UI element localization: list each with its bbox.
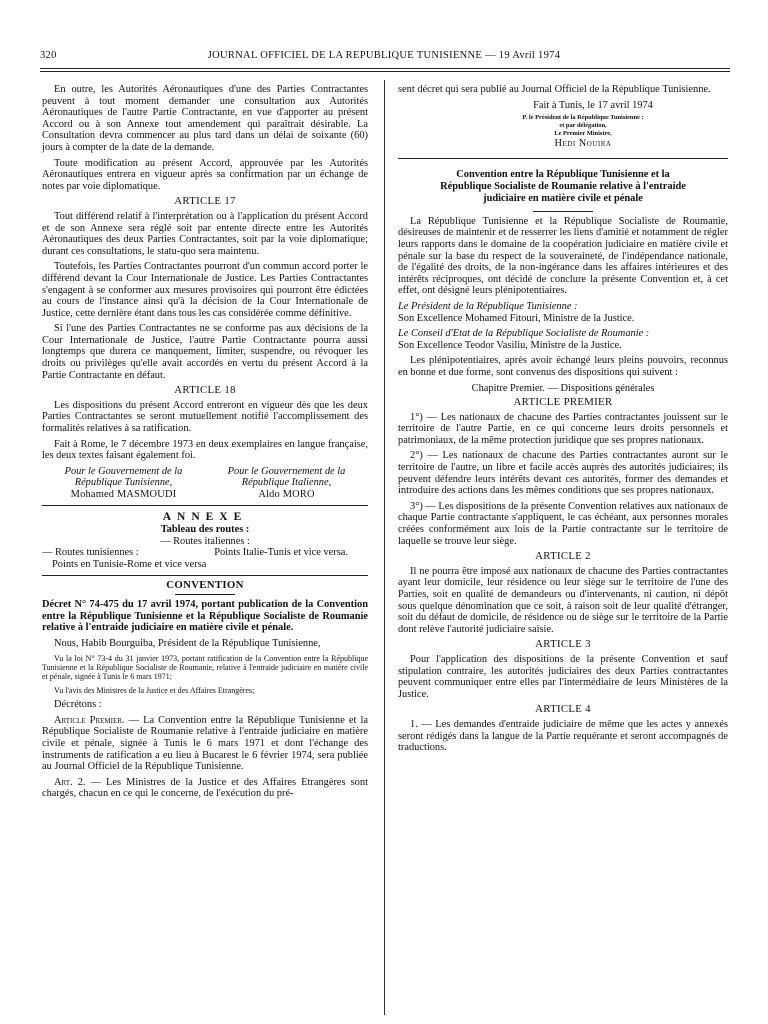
signatory-left-name: Mohamed MASMOUDI	[70, 489, 177, 500]
article-paragraph	[42, 777, 368, 800]
section-divider	[42, 575, 368, 576]
annexe-heading: ANNEXE	[162, 510, 248, 523]
article-paragraph	[42, 715, 368, 773]
signatory-right-name: Aldo MORO	[258, 489, 315, 500]
paragraph: Les plénipotentiaires, après avoir échangé leurs pleins pouvoirs, reconnus en bonne et due forme, sont convenus des dispositions qui suivent :	[398, 355, 728, 378]
article-heading: ARTICLE 17	[174, 195, 236, 208]
signature-right-line2: République Italienne,	[241, 477, 332, 489]
paragraph: En outre, les Autorités Aéronautiques d'une des Parties Contractantes peuvent à tout moment demander une consultation aux Autorités Aéronautiques de l'autre Partie Contractante, en vue d'apporter au présent Accord ou à son Annexe tout amendement qui paraîtrait désirable. La Consultation devra commencer au plus tard dans un délai de soixante (60) jours à compter de la date de la demande.	[42, 84, 368, 153]
paragraph: Nous, Habib Bourguiba, Président de la République Tunisienne,	[54, 637, 321, 649]
party-label: Le Président de la République Tunisienne :	[398, 300, 578, 312]
route-italy-tunis: Points Italie-Tunis et vice versa.	[214, 547, 348, 559]
paragraph: Toutefois, les Parties Contractantes pourront d'un commun accord porter le différend devant la Cour Internationale de Justice. Les Parties Contractantes s'engagent à se conformer aux mesures provisoires qui pourront être édictées au cours de l'instance ainsi qu'à la décision de la Cour Internationale de Justice, cette dernière étant dans tous les cas considérée comme définitive.	[42, 261, 368, 319]
visa-paragraph: Vu l'avis des Ministres de la Justice et des Affaires Etrangères;	[54, 685, 255, 695]
short-divider	[175, 594, 235, 595]
routes-table-title: Tableau des routes :	[160, 524, 250, 536]
routes-tunisian-label: — Routes tunisiennes :	[42, 547, 139, 559]
party-representative: Son Excellence Teodor Vasiliu, Ministre de la Justice.	[398, 339, 622, 351]
article-heading: ARTICLE 4	[535, 703, 591, 716]
signatory-name: Hedi Nouira	[554, 138, 612, 150]
paragraph: 1. — Les demandes d'entraide judiciaire de même que les actes y annexés seront rédigés dans la langue de la Partie requérante et seront accompagnés de traductions.	[398, 718, 728, 754]
section-divider	[398, 158, 728, 159]
party-label: Le Conseil d'Etat de la République Socialiste de Roumanie :	[398, 328, 650, 340]
left-column	[42, 84, 368, 804]
signature-line: et par délégation,	[559, 122, 607, 130]
short-divider	[533, 211, 593, 212]
paragraph: 3°) — Les dispositions de la présente Convention relatives aux nationaux de chaque Partie contractante s'appliquent, le cas échéant, aux personnes morales créées conformément aux lois de la Partie contractante sur le territoire de laquelle se trouve leur siège.	[398, 500, 728, 547]
paragraph: Toute modification au présent Accord, approuvée par les Autorités Aéronautiques entrera en vigueur après sa confirmation par un échange de notes par voie diplomatique.	[42, 157, 368, 192]
signature-block-names	[42, 489, 368, 501]
paragraph: 2°) — Les nationaux de chacune des Parties contractantes auront sur le territoire de l'autre, un libre et facile accès auprès des autorités judiciaires; ils peuvent défendre leurs intérêts devant ces autorités, former des demandes et introduire des actions dans les mêmes conditions que ses propres nationaux.	[398, 450, 728, 497]
signature-left-line2: République Tunisienne,	[74, 477, 173, 489]
visa-paragraph: Vu la loi N° 73-4 du 31 janvier 1973, portant ratification de la Convention entre la République Tunisienne et la République Socialiste de Roumanie, relative à l'entraide judiciaire en matière civile et pénale, signée à Tunis le 6 mars 1971;	[42, 653, 368, 682]
paragraph: Pour l'application des dispositions de la présente Convention et sauf stipulation contraire, les autorités judiciaires des deux Parties contractantes peuvent communiquer entre elles par l'intermédiaire de leurs Ministères de la Justice.	[398, 653, 728, 700]
article-heading: ARTICLE 2	[535, 550, 591, 563]
header-rule-top	[40, 68, 730, 69]
signature-block-titles	[42, 466, 368, 478]
paragraph: Si l'une des Parties Contractantes ne se conforme pas aux décisions de la Cour Internationale de Justice, l'autre Partie Contractante pourra aussi longtemps que durera ce manquement, limiter, suspendre, ou révoquer les droits ou privilèges qu'elle avait accordés en vertu du présent Accord à la Partie Contractante en défaut.	[42, 323, 368, 381]
routes-italian-label: — Routes italiennes :	[160, 535, 250, 547]
convention-heading: CONVENTION	[166, 578, 244, 591]
right-column	[398, 84, 728, 758]
paragraph: Les dispositions du présent Accord entreront en vigueur dès que les deux Parties Contractantes se seront mutuellement notifié l'accomplissement des formalités relatives à sa ratification.	[42, 399, 368, 435]
page-header	[40, 50, 728, 64]
signature-block-countries	[42, 477, 368, 489]
paragraph: Il ne pourra être imposé aux nationaux de chacune des Parties contractantes ayant leur domicile, leur résidence ou leur siège sur le territoire de l'une des Parties, soit en qualité de demandeurs ou d'intervenants, ni caution, ni dépôt sous quelque dénomination que ce soit, à raison soit de leur qualité d'étranger, soit du défaut de domicile, de résidence ou de siège sur le territoire de la Partie dont relève l'autorité judiciaire saisie.	[398, 565, 728, 635]
signature-left-line1: Pour le Gouvernement de la	[64, 465, 183, 477]
article-heading: ARTICLE 3	[535, 638, 591, 651]
chapter-heading: Chapitre Premier. — Dispositions générales	[471, 382, 655, 394]
paragraph: Tout différend relatif à l'interprétation ou à l'application du présent Accord et de son Annexe sera réglé soit par entente directe entre les Autorités Aéronautiques des deux Parties Contractantes, soit par la voie diplomatique; durant ces consultations, le statu-quo sera maintenu.	[42, 210, 368, 257]
section-divider	[42, 505, 368, 506]
signature-line: P. le Président de la République Tunisienne :	[522, 114, 644, 122]
article-heading: ARTICLE 18	[174, 384, 236, 397]
paragraph: sent décret qui sera publié au Journal Officiel de la République Tunisienne.	[398, 84, 711, 95]
article-label: Article Premier.	[54, 714, 125, 726]
signature-right-line1: Pour le Gouvernement de la	[227, 465, 346, 477]
signature-line: Le Premier Ministre,	[554, 130, 612, 138]
paragraph: La République Tunisienne et la République Socialiste de Roumanie, désireuses de maintenir et de resserrer les liens d'amitié et notamment de régler leurs rapports dans le domaine de la coopération judiciaire en matière civile et pénale sur la base du respect de la souveraineté, de l'indépendance nationale, de l'égalité des droits, de la non-ingérance dans les affaires intérieures et des intérêts réciproques, ont décidé de conclure la présente Convention et, à cet effet, ont désigné leurs plénipotentiaires.	[398, 215, 728, 297]
article-text: — Les Ministres de la Justice et des Affaires Etrangères sont chargés, chacun en ce qui le concerne, de l'exécution du pré-	[42, 776, 368, 800]
article-label: Art. 2.	[54, 776, 86, 788]
article-text: — La Convention entre la République Tunisienne et la République Socialiste de Roumanie relative à l'entraide judiciaire en matière civile et pénale, signée à Tunis le 6 mars 1971 et dont l'échange des instruments de ratification a eu lieu à Bucarest le 6 février 1974, sera publiée au Journal Officiel de la République Tunisienne.	[42, 714, 368, 773]
page-number: 320	[40, 50, 57, 61]
article-heading: ARTICLE PREMIER	[513, 396, 613, 409]
convention-title: Convention entre la République Tunisienne et la République Socialiste de Roumanie relative à l'entraide judiciaire en matière civile et pénale	[440, 168, 686, 204]
party-representative: Son Excellence Mohamed Fitouri, Ministre de la Justice.	[398, 312, 635, 324]
route-tunisia-rome: Points en Tunisie-Rome et vice versa	[52, 558, 207, 570]
routes-row	[42, 547, 368, 559]
journal-title: JOURNAL OFFICIEL DE LA REPUBLIQUE TUNISIENNE — 19 Avril 1974	[207, 50, 561, 61]
decretons: Décrétons :	[54, 699, 102, 711]
decree-title: Décret N° 74-475 du 17 avril 1974, portant publication de la Convention entre la République Tunisienne et la République Socialiste de Roumanie relative à l'entraide judiciaire en matière civile et pénale.	[42, 599, 368, 634]
header-rule-bottom	[40, 71, 730, 72]
paragraph: 1°) — Les nationaux de chacune des Parties contractantes jouissent sur le territoire de l'autre Partie, en ce qui concerne leurs droits personnels et patrimoniaux, de la même protection juridique que ses propres nationaux.	[398, 411, 728, 446]
place-date: Fait à Tunis, le 17 avril 1974	[533, 99, 653, 111]
paragraph: Fait à Rome, le 7 décembre 1973 en deux exemplaires en langue française, les deux textes faisant également foi.	[42, 438, 368, 462]
column-divider	[384, 80, 385, 1015]
